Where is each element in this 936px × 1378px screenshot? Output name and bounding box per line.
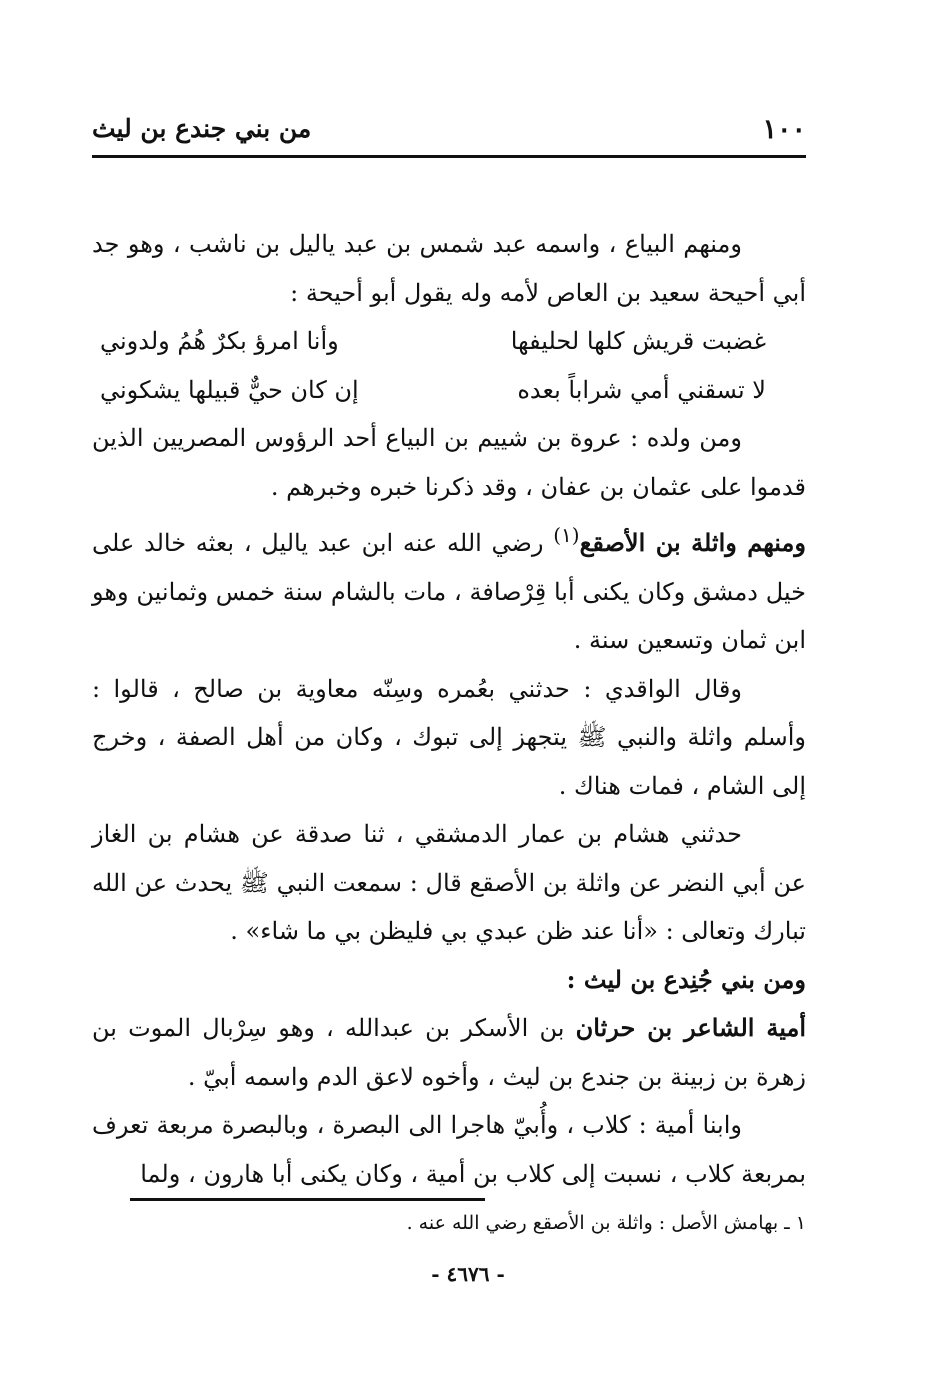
paragraph-al-bayyaa: ومنهم البياع ، واسمه عبد شمس بن عبد ياليل بن ناشب ، وهو جد أبي أحيحة سعيد بن العاص لأمه وله يقول أبو أحيحة : [92,230,806,307]
paragraph-sons-of-umayya: وابنا أمية : كلاب ، وأُبيّ هاجرا الى البصرة ، وبالبصرة مربعة تعرف بمربعة كلاب ، نسبت إلى كلاب بن أمية ، وكان يكنى أبا هارون ، ولما [92,1111,806,1188]
footnote-marker: (١) [553,523,580,547]
page-footer-code: - ٤٦٧٦ - [431,1262,505,1286]
footnote-divider [130,1198,485,1201]
page-number: ١٠٠ [762,114,806,145]
verse-2-hemistich-b: إن كان حيٌّ قبيلها يشكوني [100,375,359,404]
wathila-text: رضي الله عنه ابن عبد ياليل ، بعثه خالد على خيل دمشق وكان يكنى أبا قِرْصافة ، مات بالشام سنة خمس وثمانين وهو ابن ثمان وتسعين سنة . [92,529,806,654]
paragraph-umayya [92,1004,806,1101]
verse-1-hemistich-a: غضبت قريش كلها لحليفها [510,327,766,355]
page-header [92,110,806,156]
footnote: ١ ـ بهامش الأصل : واثلة بن الأصقع رضي الله عنه . [406,1212,806,1234]
header-divider [92,155,806,158]
verse-line-1 [92,317,806,366]
main-text [92,220,806,1198]
section-heading: ومن بني جُنِدع بن ليث : [566,964,806,994]
paragraph-wathila [92,511,806,665]
umayya-text: بن الأسكر بن عبدالله ، وهو سِرْبال الموت بن زهرة بن زبينة بن جندع بن ليث ، وأخوه لاعق الدم واسمه أبيّ . [92,1014,806,1091]
running-title: من بني جندع بن ليث [92,114,312,143]
verse-2-hemistich-a: لا تسقني أمي شراباً بعده [517,375,766,404]
paragraph-urwa: ومن ولده : عروة بن شييم بن البياع أحد الرؤوس المصريين الذين قدموا على عثمان بن عفان ، وقد ذكرنا خبره وخبرهم . [92,424,806,501]
verse-1-hemistich-b: وأنا امرؤ بكرٌ هُمُ ولدوني [100,327,339,355]
verse-line-2 [92,366,806,415]
umayya-name: أمية الشاعر بن حرثان [575,1013,806,1042]
paragraph-hadith: حدثني هشام بن عمار الدمشقي ، ثنا صدقة عن هشام بن الغاز عن أبي النضر عن واثلة بن الأصقع قال : سمعت النبي ﷺ يحدث عن الله تبارك وتعالى : «أنا عند ظن عبدي بي فليظن بي ما شاء» . [92,820,806,945]
paragraph-waqidi: وقال الواقدي : حدثني بعُمره وسِنّه معاوية بن صالح ، قالوا : وأسلم واثلة والنبي ﷺ يتجهز إلى تبوك ، وكان من أهل الصفة ، وخرج إلى الشام ، فمات هناك . [92,674,806,800]
wathila-name: ومنهم واثلة بن الأصقع [579,528,806,557]
